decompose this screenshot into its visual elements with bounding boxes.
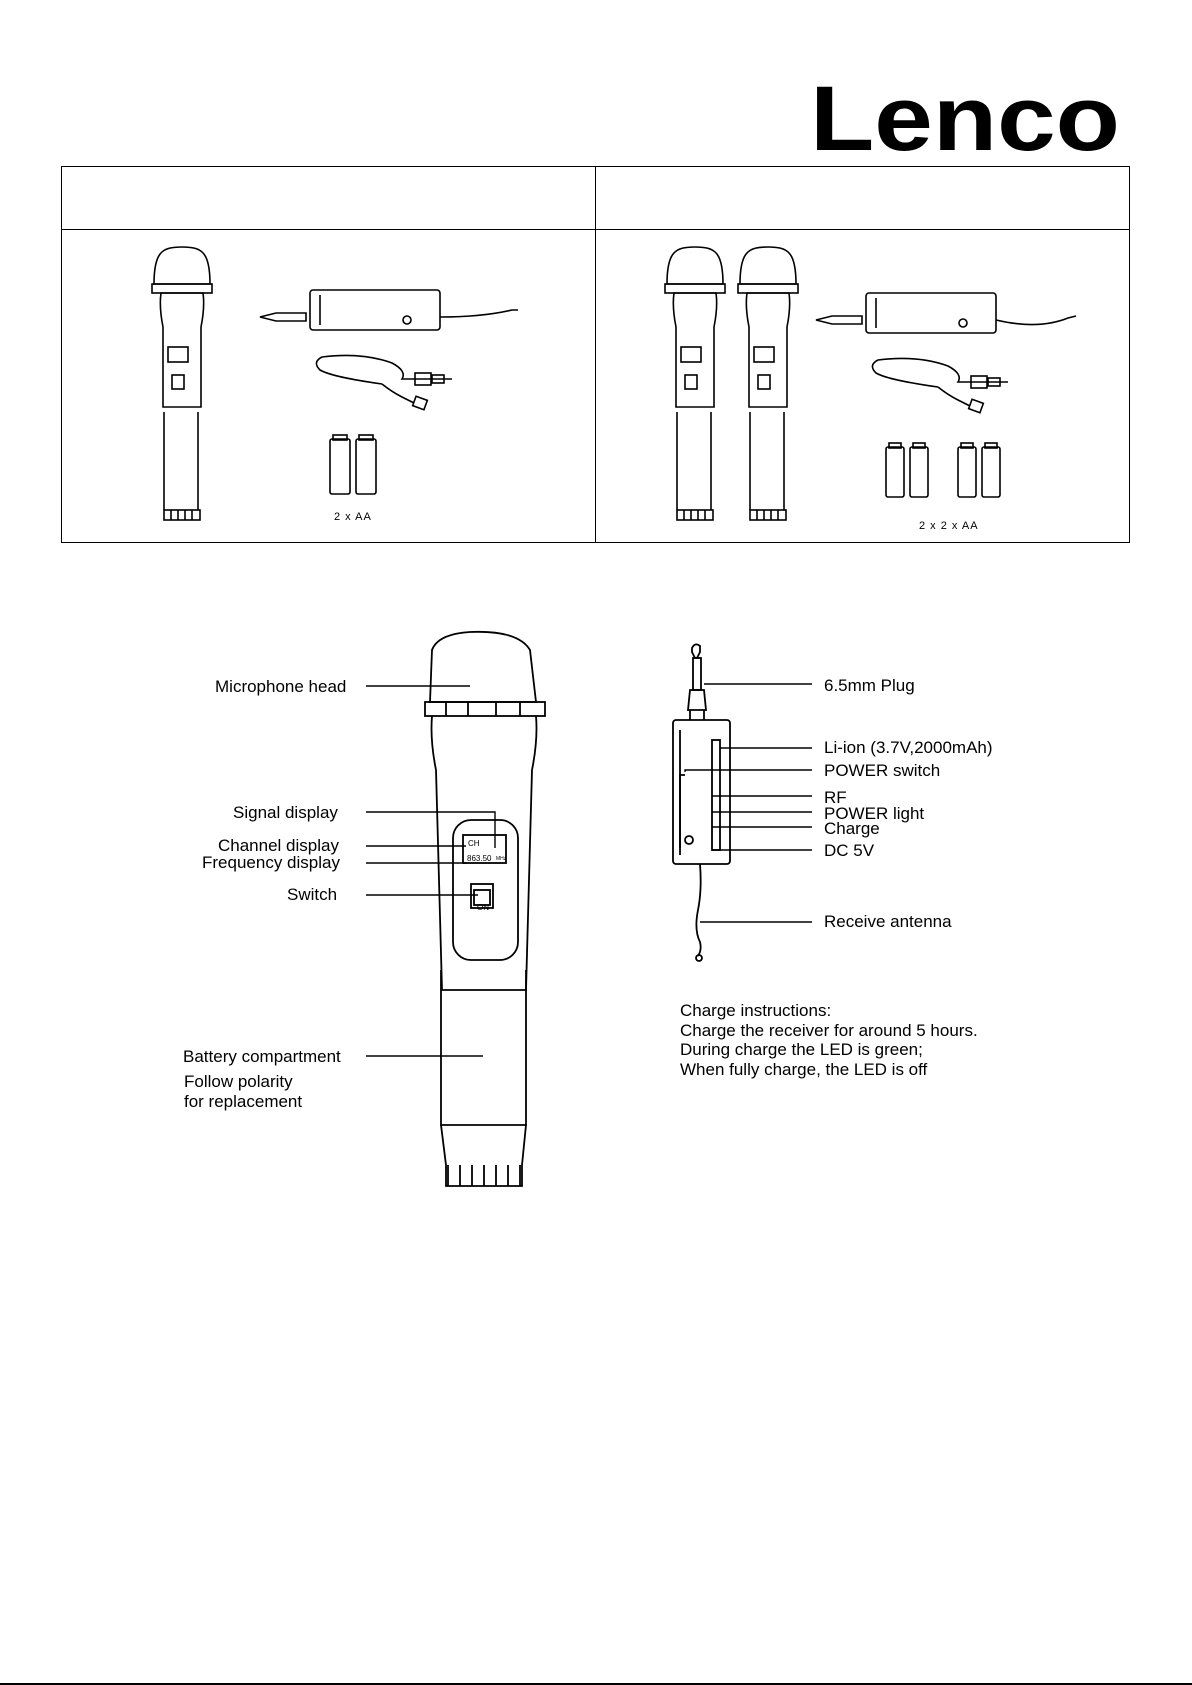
package-contents-table (61, 166, 1130, 543)
label-battery-compartment: Battery compartment (183, 1047, 341, 1066)
microphone-diagram (0, 620, 1192, 1200)
receiver-illustration (260, 290, 518, 330)
package-illustrations (62, 167, 1131, 544)
label-follow-polarity: Follow polarity (184, 1072, 293, 1091)
svg-text:Lenco: Lenco (810, 78, 1120, 158)
label-rf: RF (824, 788, 847, 807)
label-switch: Switch (287, 885, 338, 904)
charge-instructions-title: Charge instructions: (680, 1001, 832, 1020)
receiver-illustration-right (816, 293, 1076, 333)
usb-cable-illustration-right (872, 358, 1008, 412)
charge-instructions (680, 1001, 978, 1079)
label-li-ion: Li-ion (3.7V,2000mAh) (824, 738, 993, 757)
lcd-frequency-text: 863.50 (467, 854, 492, 863)
battery-illustration (330, 435, 376, 494)
charge-instructions-line-1: Charge the receiver for around 5 hours. (680, 1020, 978, 1040)
microphone-illustration-2 (738, 247, 798, 520)
label-microphone-head: Microphone head (215, 677, 347, 696)
label-power-switch: POWER switch (824, 761, 941, 780)
charge-instructions-line-3: When fully charge, the LED is off (680, 1059, 928, 1079)
charge-instructions-line-2: During charge the LED is green; (680, 1040, 923, 1059)
label-power-light: POWER light (824, 804, 925, 823)
label-plug: 6.5mm Plug (824, 676, 915, 695)
battery-illustration-right (886, 443, 1000, 497)
lcd-channel-text: CH (468, 839, 480, 848)
microphone-illustration-1 (665, 247, 725, 520)
left-battery-caption: 2 x AA (334, 511, 372, 523)
label-charge: Charge (824, 819, 880, 838)
lenco-logo (810, 78, 1122, 158)
label-frequency-display: Frequency display (202, 853, 340, 872)
microphone-illustration (152, 247, 212, 520)
switch-on-text: ON (477, 903, 489, 912)
label-channel-display: Channel display (218, 836, 339, 855)
label-for-replacement: for replacement (184, 1092, 303, 1111)
label-receive-antenna: Receive antenna (824, 912, 952, 931)
label-dc-5v: DC 5V (824, 841, 875, 860)
right-battery-caption: 2 x 2 x AA (919, 520, 979, 532)
usb-cable-illustration (316, 355, 452, 409)
lcd-unit-text: MHz (496, 856, 507, 862)
label-signal-display: Signal display (233, 803, 338, 822)
